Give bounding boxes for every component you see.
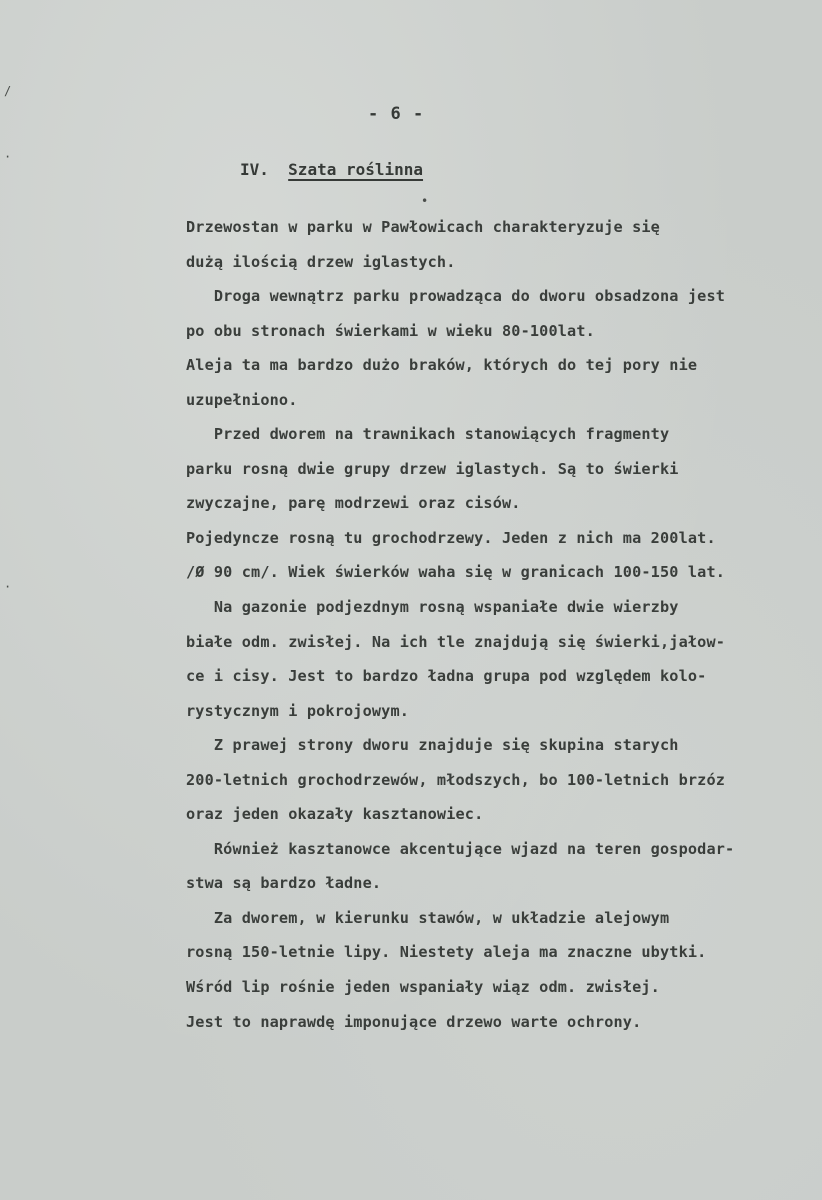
text-line: Droga wewnątrz parku prowadząca do dworu obsadzona jest bbox=[186, 287, 726, 306]
text-line: Wśród lip rośnie jeden wspaniały wiąz odm. zwisłej. bbox=[186, 978, 660, 997]
text-line: oraz jeden okazały kasztanowiec. bbox=[186, 805, 484, 824]
text-line: 200-letnich grochodrzewów, młodszych, bo 100-letnich brzóz bbox=[186, 770, 726, 789]
text-line: Przed dworem na trawnikach stanowiących fragmenty bbox=[186, 425, 670, 444]
text-line: po obu stronach świerkami w wieku 80-100lat. bbox=[186, 321, 595, 340]
text-line: zwyczajne, parę modrzewi oraz cisów. bbox=[186, 494, 521, 513]
text-line: dużą ilością drzew iglastych. bbox=[186, 252, 456, 271]
section-number: IV. bbox=[240, 160, 269, 179]
text-line: Za dworem, w kierunku stawów, w układzie alejowym bbox=[186, 908, 670, 927]
text-line: Pojedyncze rosną tu grochodrzewy. Jeden z nich ma 200lat. bbox=[186, 528, 716, 547]
text-line: uzupełniono. bbox=[186, 390, 298, 409]
text-line: rosną 150-letnie lipy. Niestety aleja ma znaczne ubytki. bbox=[186, 943, 707, 962]
section-title: Szata roślinna bbox=[288, 160, 424, 179]
margin-mark: / bbox=[4, 84, 12, 98]
text-line: ce i cisy. Jest to bardzo ładna grupa pod względem kolo- bbox=[186, 667, 707, 686]
page-number: - 6 - bbox=[368, 104, 425, 124]
text-line: Aleja ta ma bardzo dużo braków, których do tej pory nie bbox=[186, 356, 698, 375]
ink-dot: • bbox=[421, 194, 429, 208]
text-line: Również kasztanowce akcentujące wjazd na teren gospodar- bbox=[186, 839, 735, 858]
text-line: białe odm. zwisłej. Na ich tle znajdują się świerki,jałow- bbox=[186, 632, 726, 651]
section-heading bbox=[240, 160, 423, 179]
margin-mark: · bbox=[4, 150, 12, 164]
body-text bbox=[186, 210, 806, 1039]
text-line: Jest to naprawdę imponujące drzewo warte ochrony. bbox=[186, 1012, 642, 1031]
text-line: Z prawej strony dworu znajduje się skupina starych bbox=[186, 736, 679, 755]
text-line: stwa są bardzo ładne. bbox=[186, 874, 382, 893]
text-line: /Ø 90 cm/. Wiek świerków waha się w granicach 100-150 lat. bbox=[186, 563, 726, 582]
text-line: rystycznym i pokrojowym. bbox=[186, 701, 410, 720]
text-line: Na gazonie podjezdnym rosną wspaniałe dwie wierzby bbox=[186, 598, 679, 617]
text-line: Drzewostan w parku w Pawłowicach charakteryzuje się bbox=[186, 218, 660, 236]
margin-mark: · bbox=[4, 580, 12, 594]
text-line: parku rosną dwie grupy drzew iglastych. Są to świerki bbox=[186, 459, 679, 478]
